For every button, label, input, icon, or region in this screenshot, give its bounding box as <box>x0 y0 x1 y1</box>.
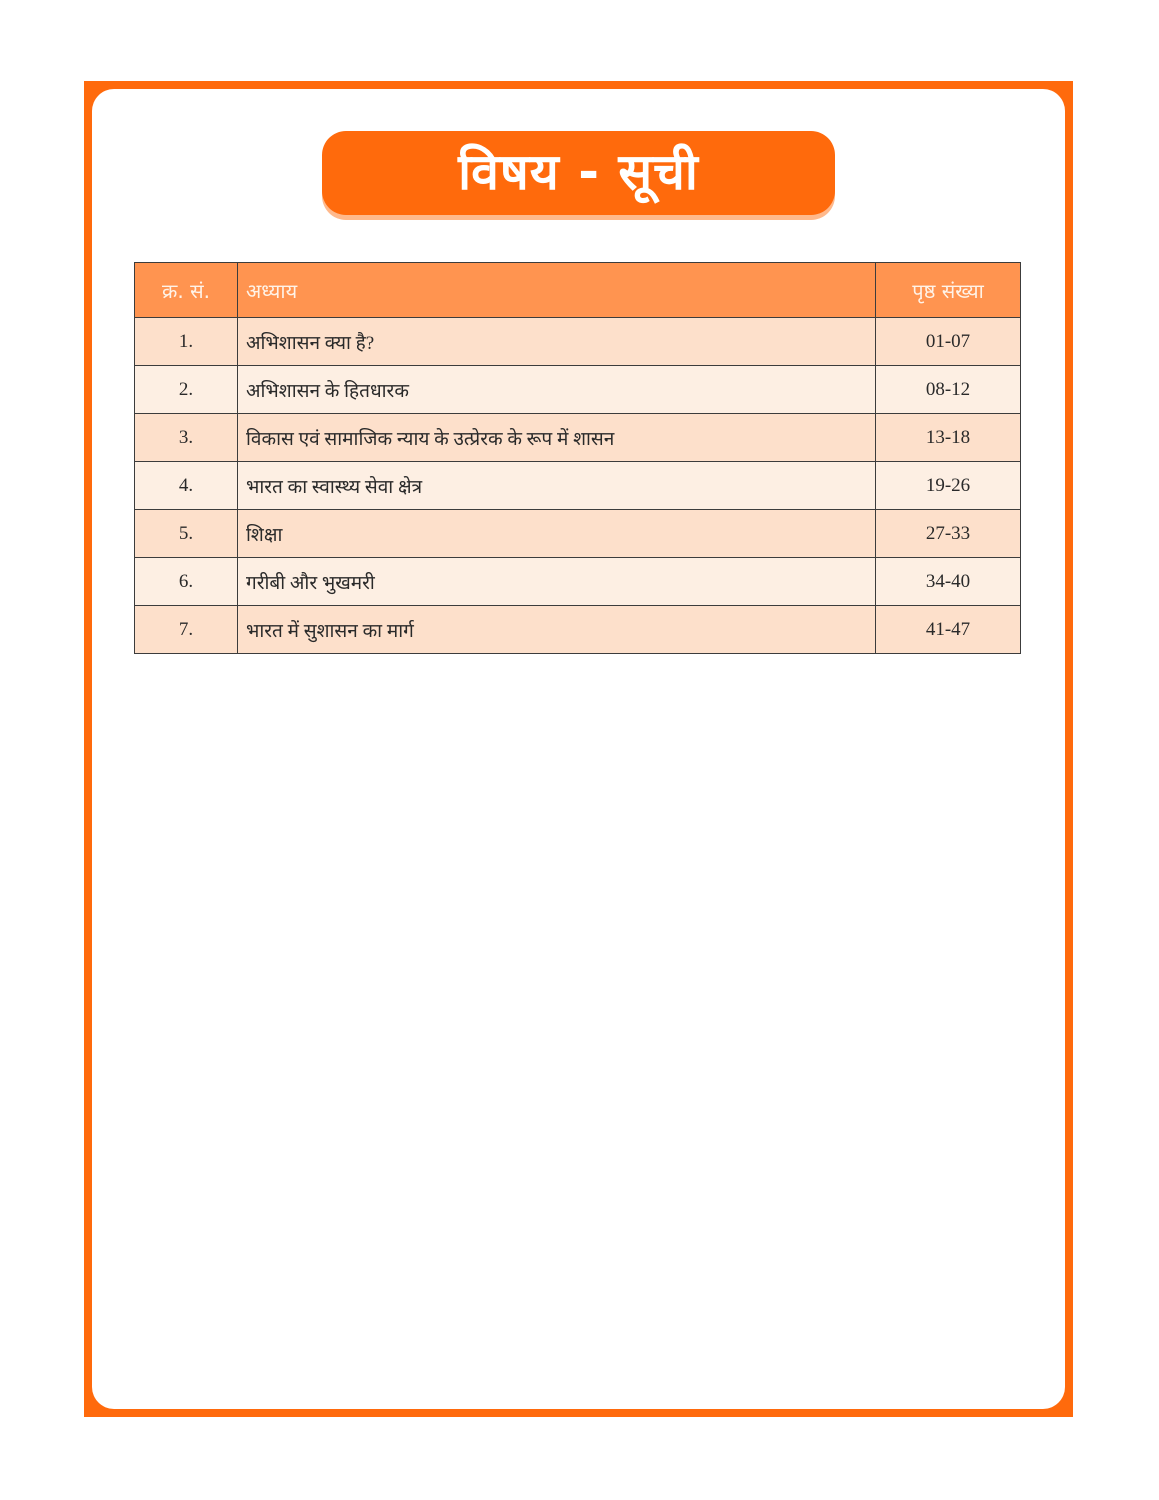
table-row <box>135 366 1021 414</box>
table-row <box>135 606 1021 654</box>
row-chapter-title[interactable]: भारत में सुशासन का मार्ग <box>238 606 876 654</box>
table-of-contents <box>134 262 1021 654</box>
row-chapter-title[interactable]: अभिशासन के हितधारक <box>238 366 876 414</box>
row-page-range: 27-33 <box>876 510 1021 558</box>
row-chapter-title[interactable]: भारत का स्वास्थ्य सेवा क्षेत्र <box>238 462 876 510</box>
row-page-range: 13-18 <box>876 414 1021 462</box>
row-chapter-title[interactable]: गरीबी और भुखमरी <box>238 558 876 606</box>
row-page-range: 01-07 <box>876 318 1021 366</box>
table-header-row <box>135 263 1021 318</box>
row-serial: 6. <box>135 558 238 606</box>
row-serial: 4. <box>135 462 238 510</box>
row-serial: 7. <box>135 606 238 654</box>
row-chapter-title[interactable]: विकास एवं सामाजिक न्याय के उत्प्रेरक के रूप में शासन <box>238 414 876 462</box>
row-page-range: 08-12 <box>876 366 1021 414</box>
row-serial: 1. <box>135 318 238 366</box>
row-page-range: 19-26 <box>876 462 1021 510</box>
table-row <box>135 558 1021 606</box>
row-serial: 2. <box>135 366 238 414</box>
row-chapter-title[interactable]: शिक्षा <box>238 510 876 558</box>
title-banner <box>322 131 835 215</box>
page-title: विषय - सूची <box>458 143 699 201</box>
table-row <box>135 462 1021 510</box>
column-header-chapter: अध्याय <box>238 263 876 318</box>
row-page-range: 34-40 <box>876 558 1021 606</box>
row-serial: 5. <box>135 510 238 558</box>
table-row <box>135 414 1021 462</box>
table-row <box>135 318 1021 366</box>
row-page-range: 41-47 <box>876 606 1021 654</box>
row-chapter-title[interactable]: अभिशासन क्या है? <box>238 318 876 366</box>
column-header-serial: क्र. सं. <box>135 263 238 318</box>
table-row <box>135 510 1021 558</box>
column-header-pages: पृष्ठ संख्या <box>876 263 1021 318</box>
row-serial: 3. <box>135 414 238 462</box>
